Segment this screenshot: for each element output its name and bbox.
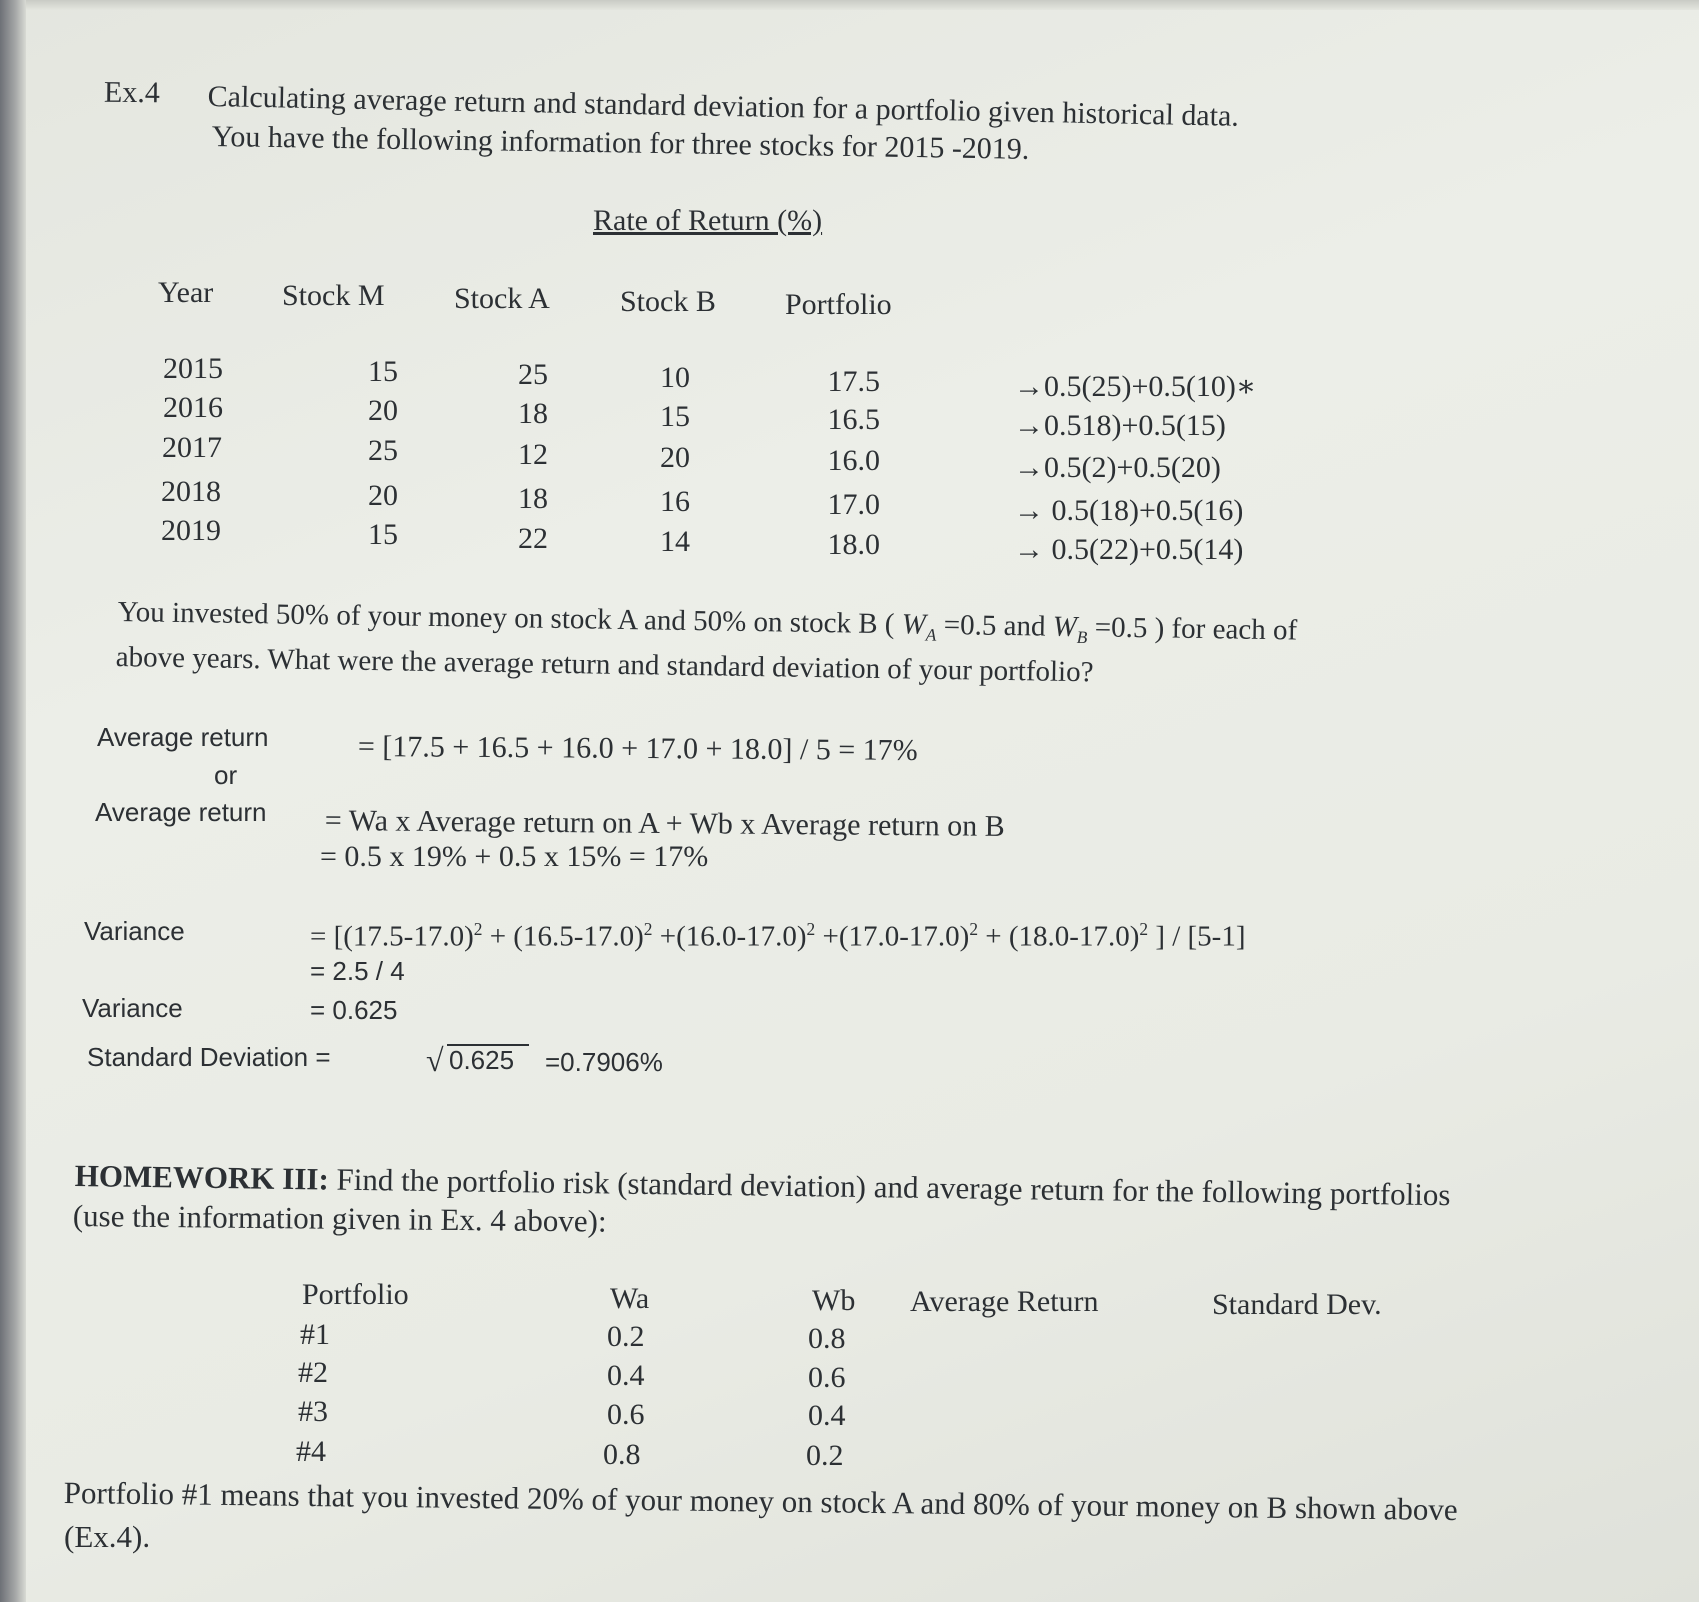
variance-term: + (16.5-17.0): [482, 920, 644, 953]
hw-cell-wa: 0.2: [607, 1320, 645, 1353]
table-caption: Rate of Return (%): [593, 204, 823, 237]
table-cell-m: 20: [368, 479, 398, 512]
hw-cell-wa: 0.4: [607, 1359, 645, 1392]
table-cell-year: 2019: [161, 514, 221, 547]
table-cell-portfolio: 18.0: [827, 528, 880, 561]
hw-header-wb: Wb: [812, 1284, 856, 1317]
hw-cell-portfolio: #1: [300, 1318, 330, 1351]
question-and: and: [1003, 609, 1046, 643]
table-cell-a: 18: [518, 397, 548, 430]
table-cell-b: 10: [660, 361, 690, 394]
example-title-line2: You have the following information for three stocks for 2015 -2019.: [211, 120, 1030, 166]
hw-cell-portfolio: #4: [296, 1435, 326, 1468]
variance-term: = [(17.5-17.0): [310, 920, 474, 953]
table-cell-calc: → 0.5(22)+0.5(14): [1014, 533, 1244, 566]
variance-step: = 2.5 / 4: [310, 956, 405, 986]
hw-cell-portfolio: #3: [298, 1395, 328, 1428]
table-cell-portfolio: 16.5: [827, 403, 880, 436]
hw-header-average-return: Average Return: [910, 1285, 1099, 1318]
question-line1: [117, 598, 1297, 650]
homework-instruction: Find the portfolio risk (standard deviation) and average return for the following portfolios: [328, 1161, 1451, 1213]
variance-term: ] / [5-1]: [1148, 920, 1246, 953]
hw-cell-wb: 0.4: [808, 1399, 846, 1432]
weight-b-symbol: W: [1052, 610, 1078, 644]
hw-cell-wb: 0.6: [808, 1361, 846, 1394]
variance-term: +(16.0-17.0): [652, 920, 807, 953]
standard-deviation-result: =0.7906%: [545, 1047, 663, 1077]
question-line2: above years. What were the average return and standard deviation of your portfolio?: [115, 641, 1094, 689]
table-cell-year: 2015: [163, 352, 223, 385]
average-return-label: Average return: [97, 722, 269, 752]
example-title-line1: Calculating average return and standard deviation for a portfolio given historical data.: [207, 80, 1240, 133]
photo-top-edge: [26, 0, 1699, 10]
table-cell-b: 14: [660, 525, 690, 558]
hw-header-standard-dev: Standard Dev.: [1212, 1288, 1382, 1321]
table-cell-m: 15: [368, 355, 398, 388]
question-text-end: ) for each of: [1154, 612, 1298, 647]
weight-a-symbol: W: [901, 608, 927, 641]
average-return-label-2: Average return: [95, 797, 267, 827]
table-cell-a: 12: [518, 438, 548, 471]
table-cell-portfolio: 17.5: [827, 365, 880, 398]
table-cell-m: 25: [368, 434, 398, 467]
hw-header-portfolio: Portfolio: [302, 1278, 409, 1311]
homework-title: HOMEWORK III:: [74, 1158, 330, 1197]
photo-left-edge: [0, 0, 26, 1602]
weight-a-value: =0.5: [943, 608, 997, 642]
variance-label: Variance: [84, 916, 185, 946]
square-root-value: 0.625: [449, 1045, 515, 1075]
header-stock-b: Stock B: [620, 285, 716, 318]
table-cell-portfolio: 16.0: [827, 444, 880, 477]
variance-exponent: 2: [643, 919, 653, 939]
hw-cell-wa: 0.8: [603, 1438, 641, 1471]
table-cell-m: 15: [368, 518, 398, 551]
or-label: or: [214, 760, 238, 790]
hw-cell-wa: 0.6: [607, 1398, 645, 1431]
variance-term: +(17.0-17.0): [815, 920, 970, 953]
variance-label-2: Variance: [82, 993, 183, 1023]
variance-exponent: 2: [473, 919, 483, 939]
weighted-average-result: = 0.5 x 19% + 0.5 x 15% = 17%: [320, 840, 709, 873]
weight-a-subscript: A: [925, 624, 937, 645]
homework-note-line2: (Ex.4).: [64, 1519, 151, 1554]
weight-b-subscript: B: [1076, 626, 1088, 648]
variance-result: = 0.625: [310, 995, 398, 1025]
question-text-start: You invested 50% of your money on stock A and 50% on stock B (: [117, 596, 895, 641]
variance-exponent: 2: [1139, 919, 1149, 939]
table-cell-year: 2016: [163, 391, 223, 424]
variance-exponent: 2: [806, 919, 816, 939]
table-cell-b: 20: [660, 441, 690, 474]
example-label: Ex.4: [103, 75, 160, 110]
weighted-average-formula: = Wa x Average return on A + Wb x Average return on B: [324, 804, 1005, 843]
table-cell-year: 2018: [161, 475, 221, 508]
hw-header-wa: Wa: [610, 1282, 650, 1315]
homework-line2: (use the information given in Ex. 4 above):: [72, 1198, 607, 1239]
weight-b-value: =0.5: [1094, 611, 1148, 645]
homework-note-line1: Portfolio #1 means that you invested 20% of your money on stock A and 80% of your money on B shown above: [63, 1475, 1458, 1528]
table-cell-a: 22: [518, 522, 548, 555]
table-cell-year: 2017: [162, 431, 222, 464]
variance-exponent: 2: [969, 919, 979, 939]
header-stock-a: Stock A: [454, 282, 550, 315]
variance-formula: [310, 921, 1246, 952]
square-root-icon: √: [426, 1042, 444, 1078]
average-return-formula: = [17.5 + 16.5 + 16.0 + 17.0 + 18.0] / 5 = 17%: [357, 730, 918, 767]
table-cell-calc: →0.5(25)+0.5(10)∗: [1014, 370, 1257, 403]
table-cell-a: 25: [518, 358, 548, 391]
hw-cell-wb: 0.8: [808, 1322, 846, 1355]
header-stock-m: Stock M: [282, 279, 385, 312]
table-cell-b: 16: [660, 485, 690, 518]
hw-cell-wb: 0.2: [806, 1439, 844, 1472]
table-cell-b: 15: [660, 400, 690, 433]
table-cell-calc: →0.5(2)+0.5(20): [1014, 451, 1221, 484]
header-year: Year: [158, 276, 214, 309]
table-cell-m: 20: [368, 394, 398, 427]
table-cell-portfolio: 17.0: [827, 488, 880, 521]
variance-term: + (18.0-17.0): [978, 920, 1140, 953]
hw-cell-portfolio: #2: [298, 1356, 328, 1389]
table-cell-a: 18: [518, 482, 548, 515]
table-cell-calc: →0.518)+0.5(15): [1014, 409, 1226, 442]
table-cell-calc: → 0.5(18)+0.5(16): [1014, 494, 1244, 527]
standard-deviation-label: Standard Deviation =: [87, 1042, 331, 1072]
header-portfolio: Portfolio: [785, 288, 892, 321]
